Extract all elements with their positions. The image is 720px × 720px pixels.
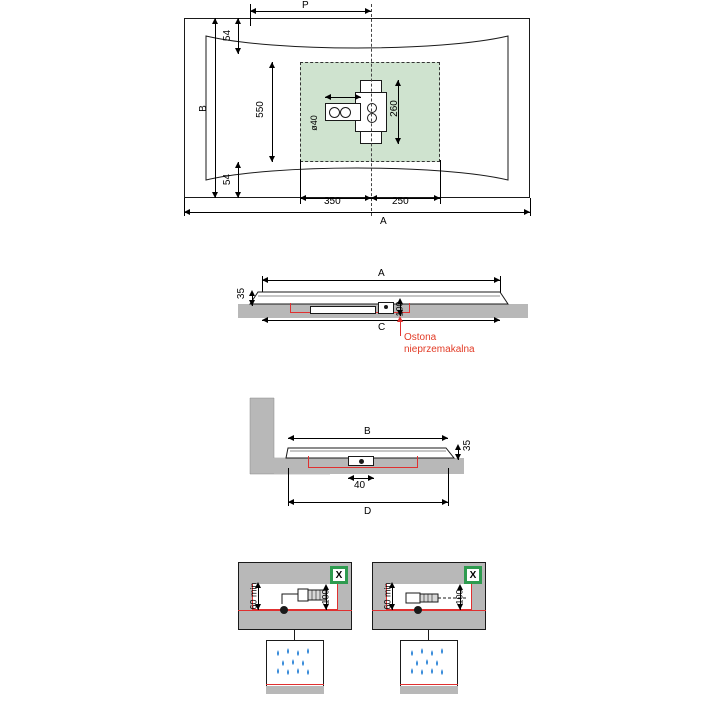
side-section-view	[0, 390, 720, 540]
dim-b-arrow-down	[212, 192, 218, 198]
dim-54-top-arrow-down	[235, 48, 241, 54]
callout-arrow	[397, 316, 403, 322]
ss-dim-d-ext-left	[288, 468, 289, 506]
dim-250-arrow-left	[371, 195, 377, 201]
ss-dim-d-ext-right	[448, 468, 449, 506]
trap-front	[310, 306, 376, 314]
detail-left-badge-x: X	[332, 568, 346, 582]
drain-hole-2	[367, 113, 377, 123]
fs-dim-c-arrow-left	[262, 317, 268, 323]
dim-p-line	[250, 11, 371, 12]
dr-label-100: 100	[454, 589, 465, 605]
dim-260-arrow-down	[395, 138, 401, 144]
label-260: 260	[388, 100, 400, 117]
detail-right-base-slab	[400, 686, 458, 694]
dim-b-arrow-up	[212, 18, 218, 24]
ss-dim-35-arrow-up	[455, 444, 461, 450]
detail-right-base-red	[400, 684, 458, 685]
dr-label-60: 60 min	[382, 582, 393, 610]
detail-view-right	[372, 562, 486, 712]
ss-label-d: D	[364, 506, 372, 517]
fs-dim-c-arrow-right	[494, 317, 500, 323]
label-550: 550	[254, 101, 266, 118]
ss-label-b: B	[364, 426, 371, 437]
fs-label-a: A	[378, 268, 385, 279]
label-p: P	[302, 0, 309, 11]
dim-550-arrow-down	[269, 156, 275, 162]
ss-label-40: 40	[354, 480, 366, 491]
pipe-hole-1	[329, 107, 340, 118]
ss-dim-40-arrow-right	[368, 475, 374, 481]
dim-260-arrow-up	[395, 80, 401, 86]
dim-b-line	[215, 18, 216, 198]
ss-dim-d-line	[288, 502, 448, 503]
ss-dim-35-arrow-down	[455, 454, 461, 460]
fs-label-c: C	[378, 322, 386, 333]
dim-a-line-top	[184, 212, 530, 213]
drain-hole-1	[367, 103, 377, 113]
dim-d40-arrow-left	[325, 94, 331, 100]
detail-right-node	[414, 606, 422, 614]
detail-right-badge	[464, 566, 482, 584]
dim-350-ext	[300, 160, 301, 204]
dim-550-line	[272, 62, 273, 162]
dim-a-ext-right	[530, 198, 531, 216]
fs-label-35: 35	[236, 287, 248, 300]
label-a-top: A	[380, 216, 387, 227]
detail-right-badge-x: X	[466, 568, 480, 582]
dim-550-arrow-up	[269, 62, 275, 68]
dim-54-bot-arrow-down	[235, 192, 241, 198]
fs-dim-35-arrow-down	[249, 300, 255, 306]
fs-dim-35-arrow-up	[249, 290, 255, 296]
pipe-hole-2	[340, 107, 351, 118]
detail-view-left	[238, 562, 352, 712]
note-line-1: Ostona	[404, 332, 437, 343]
dim-p-ext-left	[250, 4, 251, 26]
dl-label-60: 60 min	[248, 582, 259, 610]
detail-left-badge	[330, 566, 348, 584]
label-350: 350	[324, 196, 341, 207]
water-drops-icon-left	[272, 646, 318, 680]
fs-dim-c-line	[262, 320, 500, 321]
ss-label-35: 35	[462, 439, 474, 452]
label-54-top: 54	[222, 29, 234, 42]
note-line-2: nieprzemakalna	[404, 344, 475, 355]
ss-dim-b-arrow-left	[288, 435, 294, 441]
ss-dim-b-line	[288, 438, 448, 439]
dl-label-100: 100	[320, 589, 331, 605]
label-54-bottom: 54	[222, 173, 234, 186]
dim-d40-arrow-right	[355, 94, 361, 100]
dim-54-bot-arrow-up	[235, 162, 241, 168]
label-b-top: B	[197, 105, 209, 112]
fs-label-100: 100	[394, 301, 405, 317]
dim-250-ext	[440, 160, 441, 204]
drain-dot-side	[359, 459, 364, 464]
ss-dim-b-arrow-right	[442, 435, 448, 441]
label-250: 250	[392, 196, 409, 207]
detail-left-slab-line	[238, 610, 352, 611]
detail-right-water-stem	[428, 630, 429, 640]
dim-54-top-arrow-up	[235, 18, 241, 24]
detail-left-water-stem	[294, 630, 295, 640]
water-drops-icon-right	[406, 646, 452, 680]
front-section-view	[0, 262, 720, 372]
dim-a-ext-left	[184, 198, 185, 216]
vertical-centerline	[371, 4, 372, 216]
dim-p-arrow-right	[365, 8, 371, 14]
detail-left-node	[280, 606, 288, 614]
detail-right-slab-line	[372, 610, 486, 611]
dr-dim-100-arrow-down	[457, 604, 463, 610]
fs-dim-a-line	[262, 280, 500, 281]
top-view	[0, 0, 720, 240]
drain-dot-front	[384, 305, 388, 309]
detail-left-base-red	[266, 684, 324, 685]
label-d40: ø40	[308, 115, 319, 131]
dl-dim-100-arrow-down	[323, 604, 329, 610]
detail-left-base-slab	[266, 686, 324, 694]
